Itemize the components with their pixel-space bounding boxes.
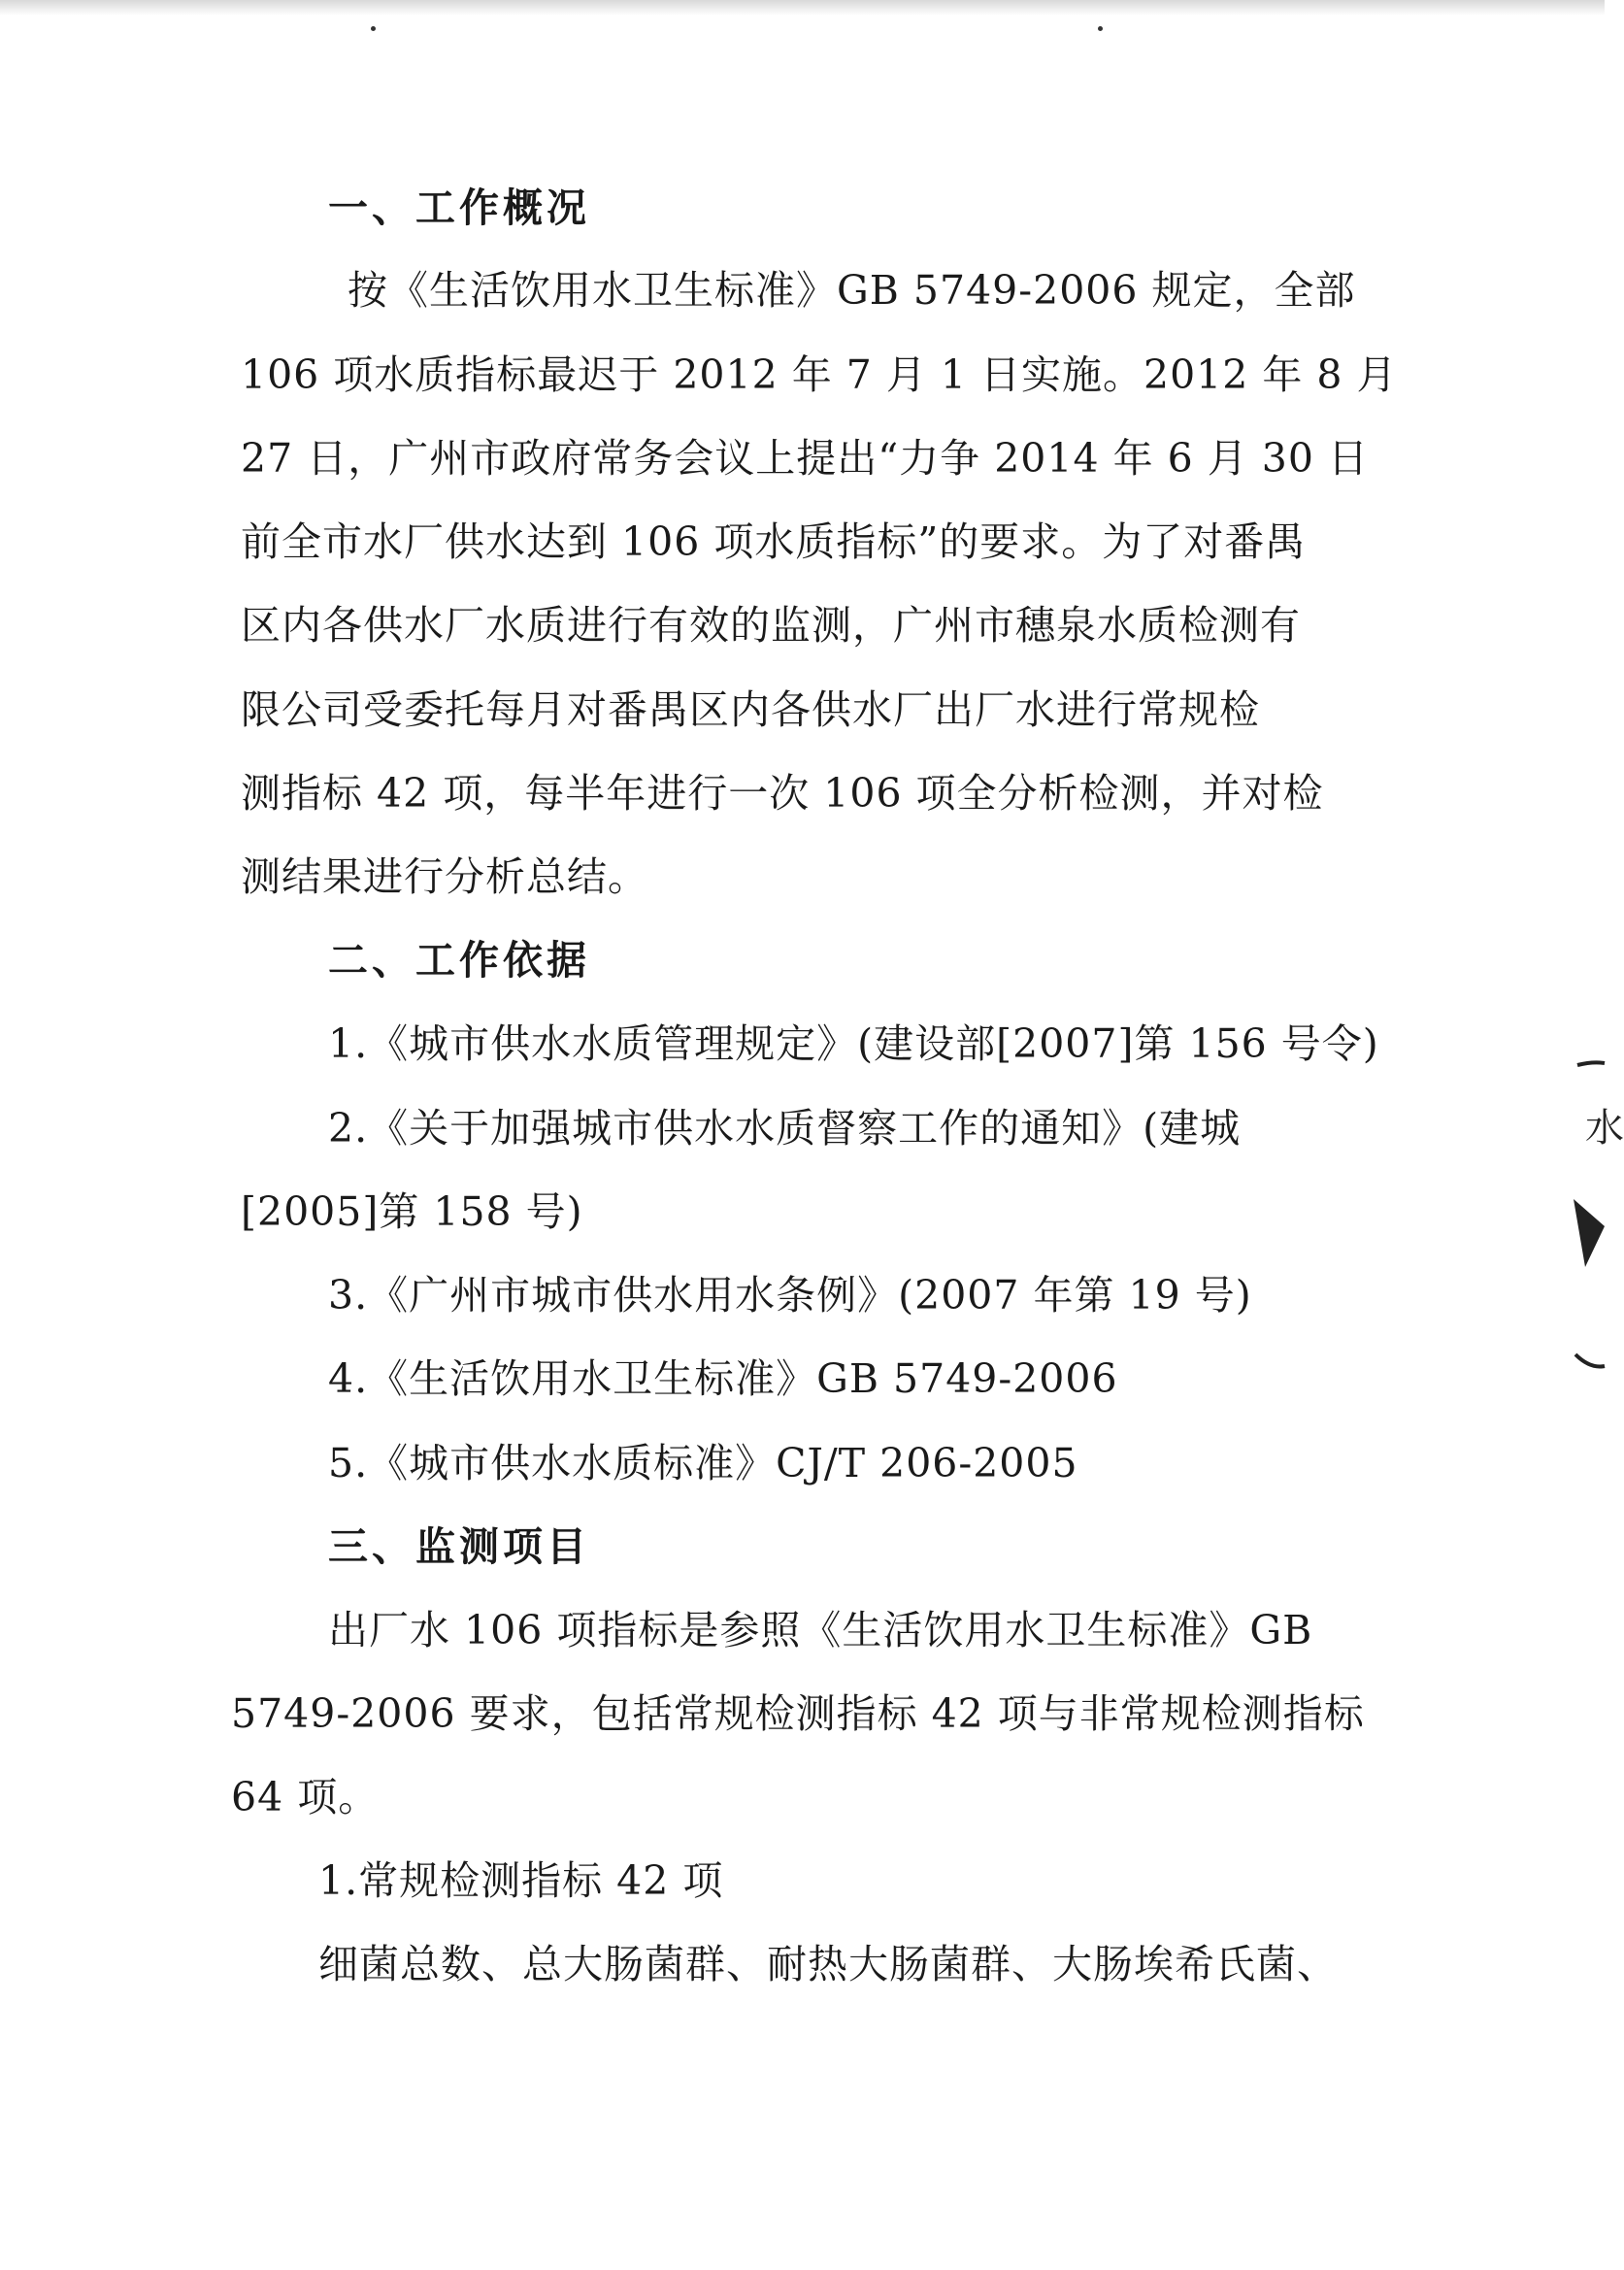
text-line: 细菌总数、总大肠菌群、耐热大肠菌群、大肠埃希氏菌、 xyxy=(318,1941,1338,1987)
text-line: 64 项。 xyxy=(231,1774,380,1820)
binding-dot-right xyxy=(1098,26,1103,31)
text-line: 106 项水质指标最迟于 2012 年 7 月 1 日实施。2012 年 8 月 xyxy=(241,351,1398,398)
section-heading: 一、工作概况 xyxy=(328,184,590,231)
scan-top-edge xyxy=(0,0,1605,16)
text-line: 27 日，广州市政府常务会议上提出“力争 2014 年 6 月 30 日 xyxy=(241,435,1369,482)
text-line: 4.《生活饮用水卫生标准》GB 5749-2006 xyxy=(328,1355,1118,1402)
text-line: 按《生活饮用水卫生标准》GB 5749-2006 规定，全部 xyxy=(348,267,1356,314)
stamp-character: 水 xyxy=(1585,1106,1624,1151)
section-heading: 三、监测项目 xyxy=(328,1523,590,1570)
text-line: 限公司受委托每月对番禺区内各供水厂出厂水进行常规检 xyxy=(241,686,1260,733)
margin-stamp-fragment xyxy=(1546,1053,1624,1388)
text-line: 3.《广州市城市供水用水条例》(2007 年第 19 号) xyxy=(328,1272,1252,1319)
text-line: 测指标 42 项，每半年进行一次 106 项全分析检测，并对检 xyxy=(241,770,1324,817)
text-line: 前全市水厂供水达到 106 项水质指标”的要求。为了对番禺 xyxy=(241,518,1307,565)
text-line: 5.《城市供水水质标准》CJ/T 206-2005 xyxy=(328,1440,1078,1486)
text-line: 1.《城市供水水质管理规定》(建设部[2007]第 156 号令) xyxy=(328,1020,1379,1067)
text-line: 2.《关于加强城市供水水质督察工作的通知》(建城 xyxy=(328,1105,1242,1152)
text-line: 1.常规检测指标 42 项 xyxy=(318,1857,724,1904)
text-line: 测结果进行分析总结。 xyxy=(241,853,648,900)
section-heading: 二、工作依据 xyxy=(328,937,590,984)
text-line: [2005]第 158 号) xyxy=(241,1188,583,1235)
binding-dot-left xyxy=(371,26,376,31)
text-line: 出厂水 106 项指标是参照《生活饮用水卫生标准》GB xyxy=(328,1607,1313,1653)
text-line: 5749-2006 要求，包括常规检测指标 42 项与非常规检测指标 xyxy=(231,1690,1365,1737)
text-line: 区内各供水厂水质进行有效的监测，广州市穗泉水质检测有 xyxy=(241,602,1301,649)
